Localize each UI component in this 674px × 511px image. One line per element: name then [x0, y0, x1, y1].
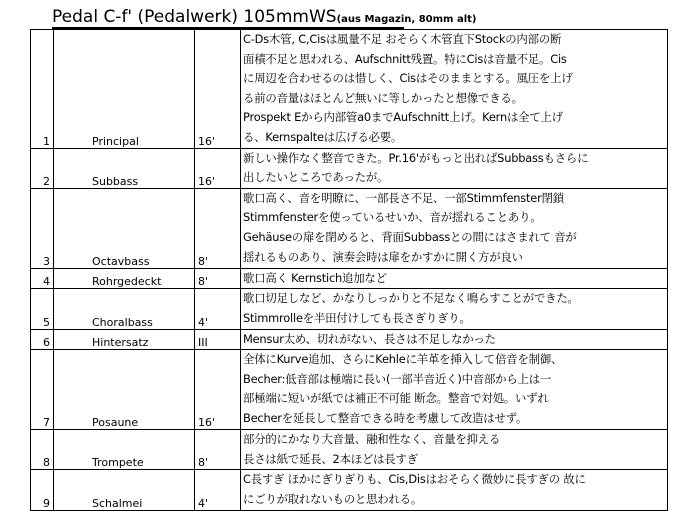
stop-row — [31, 30, 668, 149]
stop-number: 4 — [31, 268, 54, 289]
stop-pitch: 4' — [195, 289, 241, 329]
stop-name: Posaune — [54, 350, 195, 430]
title-main: Pedal C-f' (Pedalwerk) 105mmWS — [52, 7, 337, 27]
stop-row — [31, 350, 668, 430]
stop-note-line: にごりが取れないものと思われる。 — [243, 491, 423, 506]
title-subtitle: (aus Magazin, 80mm alt) — [336, 14, 477, 25]
stop-number: 2 — [31, 148, 54, 188]
stop-notes — [241, 188, 668, 268]
stop-note-line: 部極端に短いが紙では補正不可能 断念。整音で対処。いずれ — [243, 391, 549, 406]
stop-note-line: 部分的にかなり大音量、融和性なく、音量を抑える — [243, 432, 501, 447]
stop-row — [31, 430, 668, 470]
stop-name: Principal — [54, 30, 195, 149]
stop-notes — [241, 30, 668, 149]
stop-name: Trompete — [54, 430, 195, 470]
stop-row — [31, 329, 668, 350]
stop-pitch: 16' — [195, 350, 241, 430]
stop-notes — [241, 430, 668, 470]
stop-number: 1 — [31, 30, 54, 149]
stop-pitch: 8' — [195, 188, 241, 268]
stop-number: 7 — [31, 350, 54, 430]
stop-number: 5 — [31, 289, 54, 329]
stop-note-line: Prospekt Eから内部管a0までAufschnitt上げ。Kernは全て上げ — [243, 110, 563, 125]
stop-pitch: III — [195, 329, 241, 350]
stop-row — [31, 289, 668, 329]
stop-pitch: 4' — [195, 470, 241, 510]
stop-notes — [241, 148, 668, 188]
stop-notes — [241, 329, 668, 350]
stop-pitch: 8' — [195, 430, 241, 470]
stop-note-line: Stimmrolleを半田付けしても長さぎりぎり。 — [243, 310, 471, 325]
stop-note-line: に周辺を合わせるのは惜しく、Cisはそのままとする。風圧を上げ — [243, 71, 573, 86]
stop-number: 9 — [31, 470, 54, 510]
stop-note-line: 全体にKurve追加、さらにKehleに羊革を挿入して倍音を制御、 — [243, 352, 563, 367]
stop-notes — [241, 350, 668, 430]
stop-note-line: 歌口切足しなど、かなりしっかりと不足なく鳴らすことができた。 — [243, 291, 579, 306]
stop-number: 6 — [31, 329, 54, 350]
stop-notes — [241, 268, 668, 289]
stop-note-line: 新しい操作なく整音できた。Pr.16'がもっと出ればSubbassもさらに — [243, 150, 589, 165]
stop-note-line: 歌口高く、音を明瞭に、一部長さ不足、一部Stimmfenster閉鎖 — [243, 190, 564, 205]
stop-row — [31, 148, 668, 188]
stop-pitch: 8' — [195, 268, 241, 289]
stop-note-line: 歌口高く Kernstich追加など — [243, 270, 387, 285]
stop-note-line: Mensur太め、切れがない、長さは不足しなかった — [243, 331, 496, 346]
stop-number: 3 — [31, 188, 54, 268]
stop-note-line: Becherを延長して整音できる時を考慮して改造はせず。 — [243, 410, 528, 425]
stop-note-line: 長さは紙で延長、2本ほどは長すぎ — [243, 451, 418, 466]
stop-note-line: C長すぎ ほかにぎりぎりも、Cis,Disはおそらく微妙に長すぎの 故に — [243, 472, 586, 487]
stop-note-line: る前の音量はほとんど無いに等しかったと想像できる。 — [243, 90, 523, 105]
stops-table — [30, 29, 668, 511]
stop-name: Choralbass — [54, 289, 195, 329]
stop-number: 8 — [31, 430, 54, 470]
stop-pitch: 16' — [195, 148, 241, 188]
stop-note-line: Gehäuseの扉を閉めると、背面Subbassとの間にはさまれて 音が — [243, 229, 577, 244]
stop-note-line: C-Ds木管, C,Cisは風量不足 おそらく木管直下Stockの内部の断 — [243, 32, 562, 46]
stop-row — [31, 188, 668, 268]
stop-row — [31, 470, 668, 510]
stop-name: Schalmei — [54, 470, 195, 510]
stop-note-line: 揺れるものあり、演奏会時は扉をかすかに開く方が良い — [243, 249, 523, 264]
stop-note-line: Stimmfensterを使っているせいか、音が揺れることあり。 — [243, 210, 542, 225]
stop-note-line: Becher:低音部は極端に長い(一部半音近く)中音部から上は一 — [243, 371, 552, 386]
stops-table-body — [31, 30, 668, 511]
stop-name: Rohrgedeckt — [54, 268, 195, 289]
stop-name: Subbass — [54, 148, 195, 188]
stop-name: Hintersatz — [54, 329, 195, 350]
stop-name: Octavbass — [54, 188, 195, 268]
stop-notes — [241, 470, 668, 510]
stop-note-line: 面積不足と思われる、Aufschnitt残置。特にCisは音量不足。Cis — [243, 51, 567, 66]
stop-note-line: る、Kernspalteは広げる必要。 — [243, 129, 403, 144]
stop-pitch: 16' — [195, 30, 241, 149]
stop-notes — [241, 289, 668, 329]
stop-note-line: 出したいところであったが。 — [243, 170, 389, 185]
stop-row — [31, 268, 668, 289]
